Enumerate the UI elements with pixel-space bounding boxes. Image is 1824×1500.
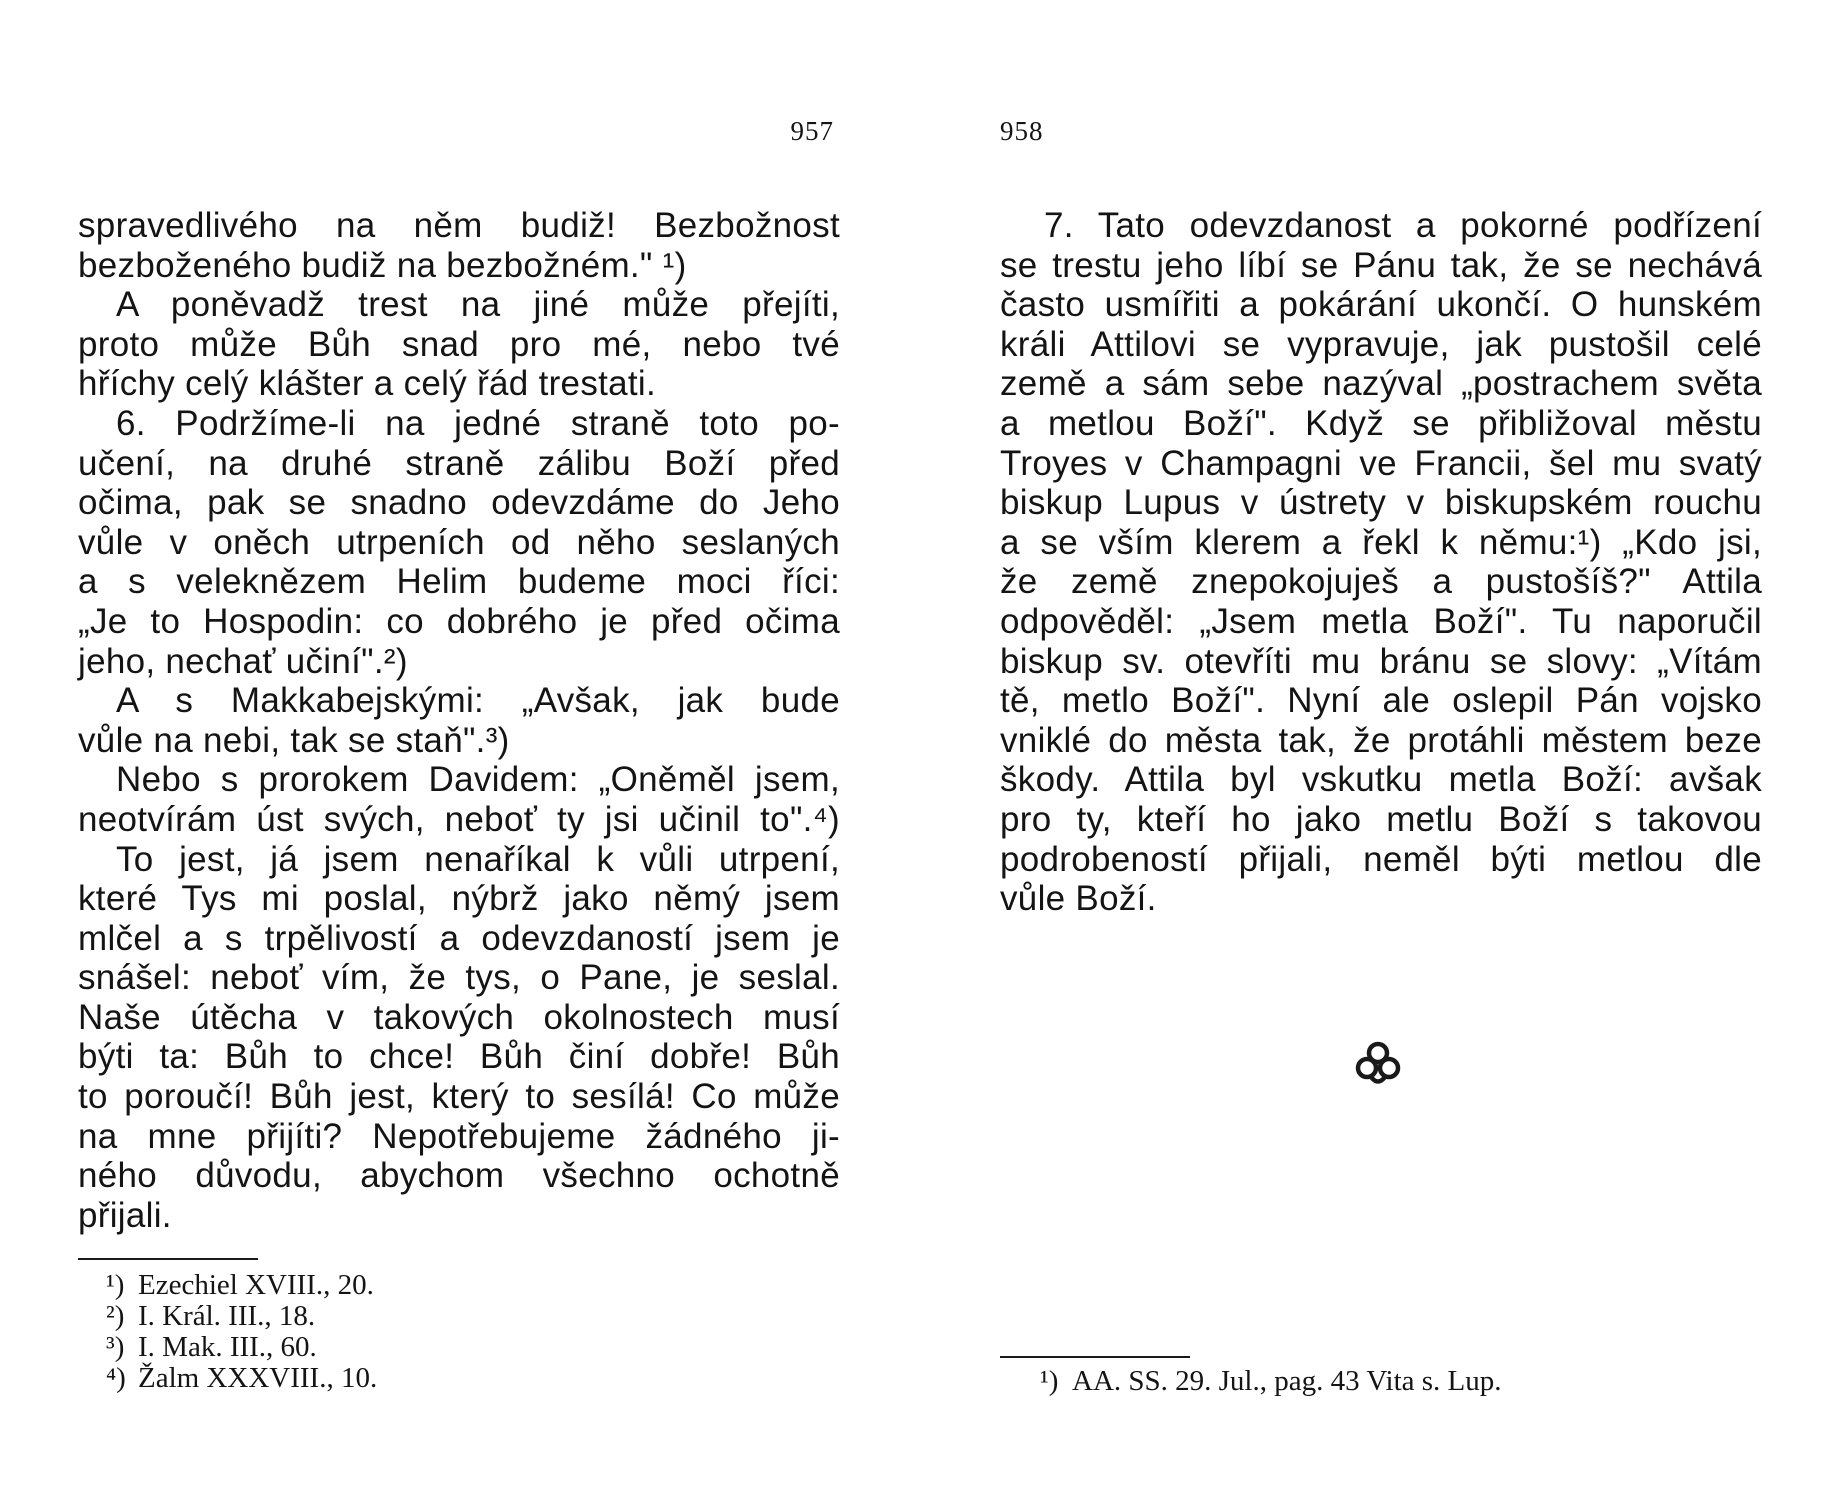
text-line: A s Makkabejskými: „Avšak, jak bude (116, 681, 840, 721)
footnote (1040, 1366, 1502, 1397)
text-line: že země znepokojuješ a pustošíš?" Attila (1000, 562, 1762, 602)
footnote-rule (1000, 1356, 1190, 1358)
text-line: země a sám sebe nazýval „postrachem světa (1000, 364, 1762, 404)
text-line: tě, metlo Boží". Nyní ale oslepil Pán vojsko (1000, 681, 1762, 721)
text-line: proto může Bůh snad pro mé, nebo tvé (78, 324, 840, 364)
body-text (78, 206, 840, 1235)
text-line: a metlou Boží". Když se přibližoval městu (1000, 403, 1762, 443)
text-line: hříchy celý klášter a celý řád trestati. (78, 364, 657, 404)
text-line: a se vším klerem a řekl k němu:¹) „Kdo jsi, (1000, 522, 1762, 562)
text-line: neotvírám úst svých, neboť ty jsi učinil to".⁴) (78, 799, 840, 839)
text-line: Naše útěcha v takových okolnostech musí (78, 997, 840, 1037)
text-line: A poněvadž trest na jiné může přejíti, (116, 285, 840, 325)
text-line: bezboženého budiž na bezbožném." ¹) (78, 245, 687, 285)
footnote-mark: ¹) (106, 1269, 125, 1301)
text-line: odpověděl: „Jsem metla Boží". Tu naporučil (1000, 601, 1762, 641)
text-line: biskup sv. otevříti mu bránu se slovy: „Vítám (1000, 641, 1762, 681)
text-line: očima, pak se snadno odevzdáme do Jeho (78, 483, 840, 523)
text-line: Nebo s prorokem Davidem: „Oněměl jsem, (116, 760, 840, 800)
footnote (106, 1332, 377, 1363)
text-line: přijali. (78, 1195, 172, 1235)
text-line: učení, na druhé straně zálibu Boží před (78, 443, 840, 483)
page-number: 958 (1000, 116, 1044, 146)
text-line: podrobeností přijali, neměl býti metlou dle (1000, 839, 1762, 879)
text-line: býti ta: Bůh to chce! Bůh činí dobře! Bůh (78, 1037, 840, 1077)
text-line: vůle na nebi, tak se staň".³) (78, 720, 510, 760)
footnote (106, 1301, 377, 1332)
footnotes (106, 1270, 377, 1394)
text-line: vůle Boží. (1000, 879, 1157, 919)
footnote-mark: ³) (106, 1331, 125, 1363)
text-line: 7. Tato odevzdanost a pokorné podřízení (1044, 206, 1762, 245)
text-line: vůle v oněch utrpeních od něho seslaných (78, 522, 840, 562)
text-line: Troyes v Champagni ve Francii, šel mu svatý (1000, 443, 1762, 483)
text-line: pro ty, kteří ho jako metlu Boží s takovou (1000, 799, 1762, 839)
text-line: ného důvodu, abychom všechno ochotně (78, 1156, 840, 1196)
text-line: „Je to Hospodin: co dobrého je před očima (78, 601, 840, 641)
body-text (1000, 206, 1762, 919)
footnote-mark: ²) (106, 1300, 125, 1332)
footnote-text: AA. SS. 29. Jul., pag. 43 Vita s. Lup. (1072, 1365, 1502, 1397)
text-line: které Tys mi poslal, nýbrž jako němý jsem (78, 879, 840, 919)
ornament-icon (1352, 1040, 1404, 1092)
text-line: biskup Lupus v ústrety v biskupském rouchu (1000, 483, 1762, 523)
text-line: snášel: neboť vím, že tys, o Pane, je seslal. (78, 958, 840, 998)
footnote-text: Žalm XXXVIII., 10. (138, 1362, 378, 1394)
footnote-text: I. Král. III., 18. (138, 1300, 316, 1332)
footnote-rule (78, 1258, 258, 1260)
footnote-mark: ⁴) (106, 1362, 126, 1394)
footnote (106, 1363, 377, 1394)
footnote (106, 1270, 377, 1301)
text-line: škody. Attila byl vskutku metla Boží: avšak (1000, 760, 1762, 800)
page-number: 957 (790, 116, 834, 146)
text-line: To jest, já jsem nenaříkal k vůli utrpení, (116, 839, 840, 879)
footnotes (1040, 1366, 1502, 1397)
text-line: spravedlivého na něm budiž! Bezbožnost (78, 206, 840, 245)
footnote-mark: ¹) (1040, 1365, 1059, 1397)
text-line: se trestu jeho líbí se Pánu tak, že se nechává (1000, 245, 1762, 285)
text-line: často usmířiti a pokárání ukončí. O hunském (1000, 285, 1762, 325)
text-line: 6. Podržíme-li na jedné straně toto po- (116, 403, 840, 443)
text-line: králi Attilovi se vypravuje, jak pustošil celé (1000, 324, 1762, 364)
text-line: to poroučí! Bůh jest, který to sesílá! Co může (78, 1077, 840, 1117)
text-line: na mne přijíti? Nepotřebujeme žádného ji- (78, 1116, 840, 1156)
footnote-text: I. Mak. III., 60. (138, 1331, 317, 1363)
text-line: vniklé do města tak, že protáhli městem beze (1000, 720, 1762, 760)
footnote-text: Ezechiel XVIII., 20. (138, 1269, 374, 1301)
text-line: a s veleknězem Helim budeme moci říci: (78, 562, 840, 602)
text-line: jeho, nechať učiní".²) (78, 641, 408, 681)
text-line: mlčel a s trpělivostí a odevzdaností jsem je (78, 918, 840, 958)
